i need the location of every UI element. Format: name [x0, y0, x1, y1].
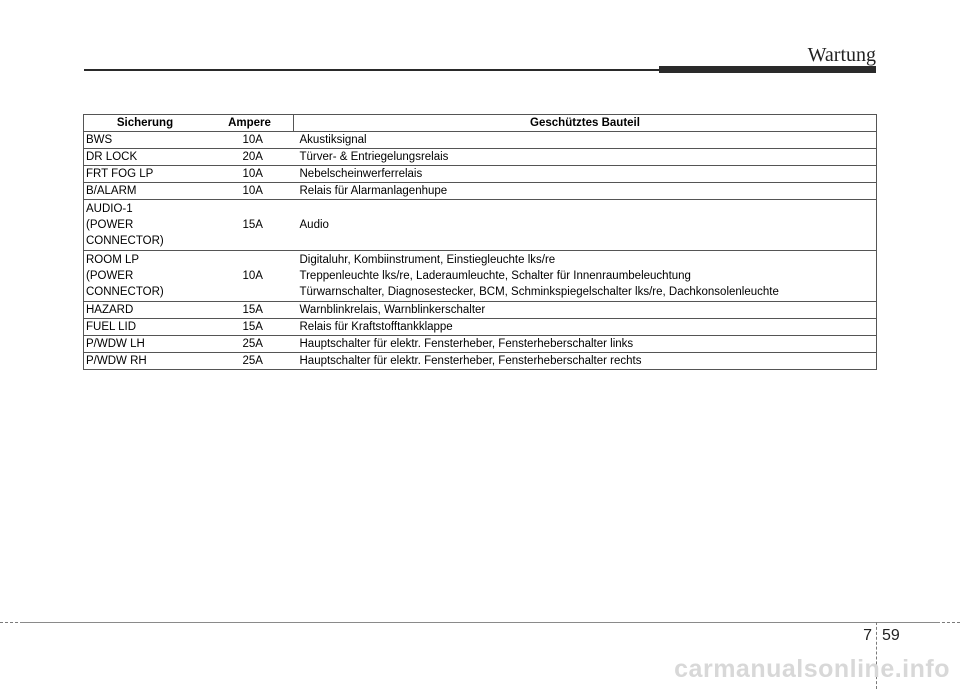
header-rule-thin: [84, 69, 659, 71]
fuse-name: P/WDW LH: [84, 336, 207, 353]
fuse-ampere: 25A: [206, 336, 294, 353]
fuse-name: B/ALARM: [84, 183, 207, 200]
fuse-table: [83, 114, 877, 370]
fuse-component: Türver- & Entriegelungsrelais: [294, 149, 877, 166]
fuse-ampere: 10A: [206, 166, 294, 183]
table-row: [84, 183, 877, 200]
fuse-ampere: 10A: [206, 251, 294, 302]
fuse-name: DR LOCK: [84, 149, 207, 166]
table-row: [84, 251, 877, 302]
table-row: [84, 353, 877, 370]
fuse-component: Warnblinkrelais, Warnblinkerschalter: [294, 302, 877, 319]
table-row: [84, 200, 877, 251]
table-header-row: [84, 115, 877, 132]
fuse-ampere: 20A: [206, 149, 294, 166]
fuse-ampere: 10A: [206, 132, 294, 149]
fuse-ampere: 10A: [206, 183, 294, 200]
table-row: [84, 166, 877, 183]
fuse-ampere: 15A: [206, 302, 294, 319]
fuse-component: Akustiksignal: [294, 132, 877, 149]
fuse-component: Relais für Kraftstofftankklappe: [294, 319, 877, 336]
fuse-component: Digitaluhr, Kombiinstrument, Einstiegleuchte lks/re Treppenleuchte lks/re, Laderaumleuchte, Schalter für Innenraumbeleuchtung Türwarnschalter, Diagnosestecker, BCM, Schminkspiegelschalter lks/re, Dachkonsolenleuchte: [294, 251, 877, 302]
fuse-component: Hauptschalter für elektr. Fensterheber, Fensterheberschalter links: [294, 336, 877, 353]
fuse-name: AUDIO-1 (POWER CONNECTOR): [84, 200, 207, 251]
table-row: [84, 132, 877, 149]
table-row: [84, 319, 877, 336]
page-number: 59: [882, 627, 900, 644]
fuse-component: Audio: [294, 200, 877, 251]
chapter-number: 7: [863, 627, 872, 644]
fuse-name: FUEL LID: [84, 319, 207, 336]
fuse-component: Nebelscheinwerferrelais: [294, 166, 877, 183]
fuse-ampere: 25A: [206, 353, 294, 370]
fuse-component: Relais für Alarmanlagenhupe: [294, 183, 877, 200]
fuse-name: FRT FOG LP: [84, 166, 207, 183]
fuse-name: ROOM LP (POWER CONNECTOR): [84, 251, 207, 302]
column-header-fuse: Sicherung: [84, 115, 207, 132]
fuse-name: HAZARD: [84, 302, 207, 319]
watermark: carmanualsonline.info: [674, 655, 950, 683]
header-rule-thick: [659, 66, 876, 73]
column-header-ampere: Ampere: [206, 115, 294, 132]
footer-rule: [20, 622, 940, 623]
table-row: [84, 336, 877, 353]
fuse-ampere: 15A: [206, 200, 294, 251]
fuse-ampere: 15A: [206, 319, 294, 336]
table-row: [84, 149, 877, 166]
section-title: Wartung: [807, 44, 876, 66]
fuse-name: BWS: [84, 132, 207, 149]
fuse-component: Hauptschalter für elektr. Fensterheber, Fensterheberschalter rechts: [294, 353, 877, 370]
fuse-name: P/WDW RH: [84, 353, 207, 370]
table-row: [84, 302, 877, 319]
column-header-component: Geschütztes Bauteil: [294, 115, 877, 132]
